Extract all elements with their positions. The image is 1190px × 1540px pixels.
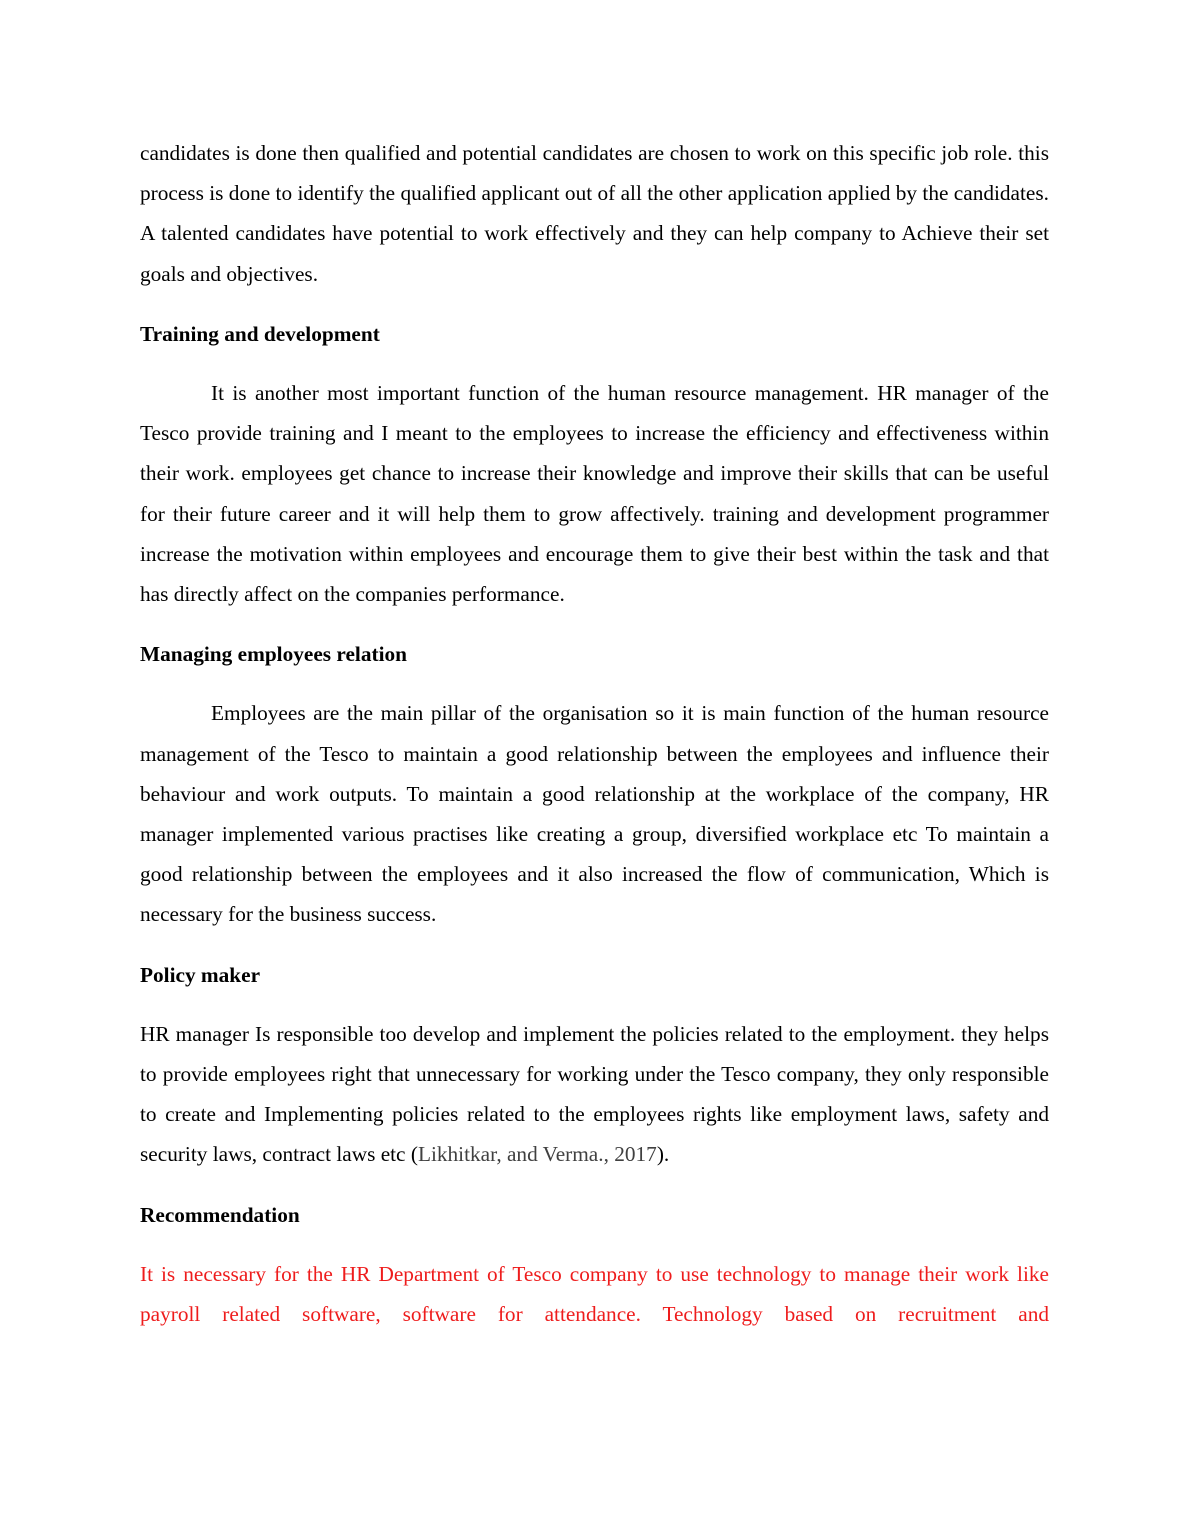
paragraph-policy-maker — [140, 1014, 1049, 1175]
citation: Likhitkar, and Verma., 2017 — [417, 1142, 657, 1167]
document-body — [140, 133, 1049, 1334]
policy-maker-text: HR manager Is responsible too develop and implement the policies related to the employment. they helps to provide employees right that unnecessary for working under the Tesco company, they only responsible to create and Implementing policies related to the employees rights like employment laws, safety and security laws, contract laws etc ( — [140, 1021, 1049, 1167]
citation-close: ). — [656, 1142, 670, 1167]
heading-policy-maker: Policy maker — [140, 962, 261, 987]
paragraph-training-development: It is another most important function of the human resource management. HR manager of the Tesco provide training and I meant to the employees to increase the efficiency and effectiveness within their work. employees get chance to increase their knowledge and improve their skills that can be useful for their future career and it will help them to grow affectively. training and development programmer increase the motivation within employees and encourage them to give their best within the task and that has directly affect on the companies performance. — [140, 381, 1049, 607]
intro-paragraph: candidates is done then qualified and potential candidates are chosen to work on this specific job role. this process is done to identify the qualified applicant out of all the other application applied by the candidates. A talented candidates have potential to work effectively and they can help company to Achieve their set goals and objectives. — [140, 141, 1049, 286]
heading-training-development: Training and development — [140, 321, 380, 346]
heading-managing-employees-relation: Managing employees relation — [140, 642, 407, 667]
paragraph-managing-employees-relation: Employees are the main pillar of the organisation so it is main function of the human resource management of the Tesco to maintain a good relationship between the employees and influence their behaviour and work outputs. To maintain a good relationship at the workplace of the company, HR manager implemented various practises like creating a group, diversified workplace etc To maintain a good relationship between the employees and it also increased the flow of communication, Which is necessary for the business success. — [140, 701, 1049, 927]
heading-recommendation: Recommendation — [140, 1202, 300, 1227]
paragraph-recommendation: It is necessary for the HR Department of Tesco company to use technology to manage their work like payroll related software, software for attendance. Technology based on recruitment and — [140, 1261, 1049, 1327]
